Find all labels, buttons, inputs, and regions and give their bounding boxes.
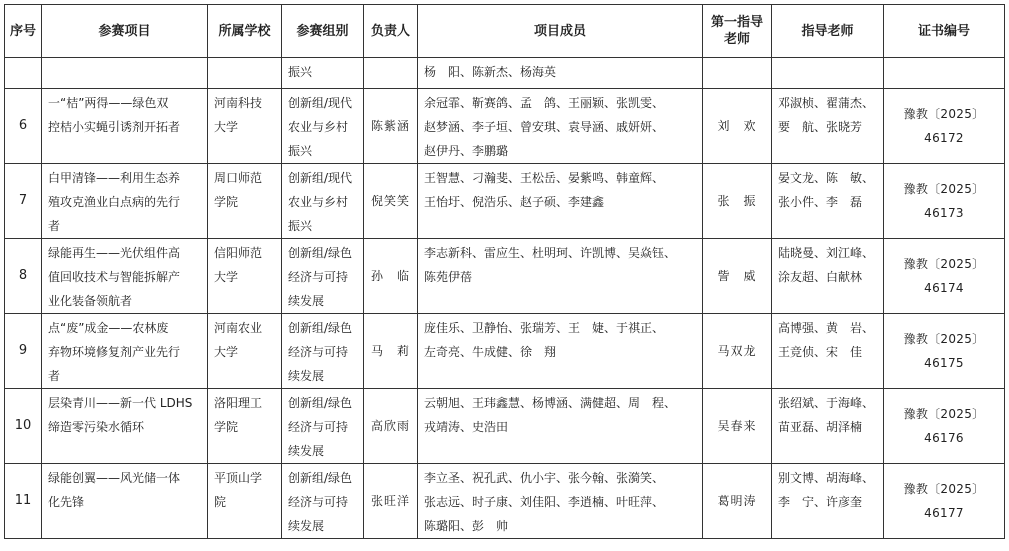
cell-index	[5, 58, 42, 89]
cell-index: 10	[5, 389, 42, 464]
cell-project-line: 者	[48, 369, 61, 383]
cell-members-line: 庞佳乐、卫静怡、张瑞芳、王 婕、于祺正、	[424, 321, 665, 335]
cell-category	[282, 464, 364, 539]
cell-project-line: 一“桔”两得——绿色双	[48, 96, 169, 110]
cell-first-advisor: 刘 欢	[703, 89, 772, 164]
header-school: 所属学校	[208, 5, 282, 58]
cell-members-line: 王怡圩、倪浩乐、赵子硕、李建鑫	[424, 195, 605, 209]
cell-category-line: 经济与可持	[288, 495, 349, 509]
header-lead: 负责人	[364, 5, 418, 58]
cell-members	[418, 314, 703, 389]
cell-school-line: 洛阳理工	[214, 396, 263, 410]
cell-members-line: 李志新科、雷应生、杜明珂、许凯博、吴焱钰、	[424, 246, 677, 260]
cell-advisors-line: 高博强、黄 岩、	[778, 321, 875, 335]
table-row	[5, 239, 1005, 314]
header-first-advisor-line: 老师	[723, 32, 750, 47]
cell-members	[418, 389, 703, 464]
cell-advisors-line: 李 宁、许彦奎	[778, 495, 863, 509]
cell-school-line: 大学	[214, 120, 239, 134]
cell-project-line: 白甲清锋——利用生态养	[48, 171, 181, 185]
cell-category-line: 续发展	[288, 519, 325, 533]
cell-project	[42, 164, 208, 239]
cell-category-line: 创新组/绿色	[288, 396, 353, 410]
cell-lead: 倪笑笑	[364, 164, 418, 239]
cell-advisors-line: 晏文龙、陈 敏、	[778, 171, 875, 185]
cell-advisors	[772, 89, 884, 164]
cell-category-line: 振兴	[288, 219, 313, 233]
table-header	[5, 5, 1005, 58]
cell-school-line: 信阳师范	[214, 246, 263, 260]
cell-project-line: 业化装备领航者	[48, 294, 133, 308]
cell-first-advisor	[703, 58, 772, 89]
cell-first-advisor: 葛明涛	[703, 464, 772, 539]
header-advisors: 指导老师	[772, 5, 884, 58]
cell-advisors-line: 陆晓曼、刘江峰、	[778, 246, 875, 260]
cell-first-advisor: 马双龙	[703, 314, 772, 389]
cell-category	[282, 389, 364, 464]
cell-advisors-line: 苗亚磊、胡泽楠	[778, 420, 863, 434]
cell-school	[208, 239, 282, 314]
cell-school	[208, 464, 282, 539]
cell-advisors	[772, 164, 884, 239]
cell-category	[282, 239, 364, 314]
cell-category-line: 振兴	[288, 144, 313, 158]
cell-members-line: 左奇亮、牛成健、徐 翔	[424, 345, 557, 359]
cell-category	[282, 164, 364, 239]
cell-members-line: 张志远、时子康、刘佳阳、李逍楠、叶旺萍、	[424, 495, 665, 509]
table-row	[5, 164, 1005, 239]
cell-first-advisor: 訾 威	[703, 239, 772, 314]
cell-school-line: 大学	[214, 345, 239, 359]
cell-advisors-line: 张绍斌、于海峰、	[778, 396, 875, 410]
cell-members-line: 余冠霏、靳赛鸽、孟 鸽、王丽颖、张凯雯、	[424, 96, 665, 110]
cell-school-line: 学院	[214, 420, 239, 434]
cell-index: 8	[5, 239, 42, 314]
cell-project-line: 绿能再生——光伏组件高	[48, 246, 181, 260]
cell-members-line: 赵梦涵、李子垣、曾安琪、袁导涵、戚妍妍、	[424, 120, 665, 134]
cell-lead: 张旺洋	[364, 464, 418, 539]
cell-school-line: 平顶山学	[214, 471, 263, 485]
cell-school	[208, 89, 282, 164]
cell-category-line: 经济与可持	[288, 270, 349, 284]
cell-index: 7	[5, 164, 42, 239]
cell-school	[208, 314, 282, 389]
cell-category	[282, 314, 364, 389]
cell-members-line: 赵伊丹、李鹏璐	[424, 144, 509, 158]
cell-project-line: 缔造零污染水循环	[48, 420, 145, 434]
cell-certificate: 豫教〔2025〕46176	[884, 389, 1005, 464]
cell-school-line: 周口师范	[214, 171, 263, 185]
cell-school-line: 河南科技	[214, 96, 263, 110]
cell-members-line: 陈璐阳、彭 帅	[424, 519, 509, 533]
cell-category-line: 创新组/绿色	[288, 321, 353, 335]
header-certificate: 证书编号	[884, 5, 1005, 58]
cell-category-line: 经济与可持	[288, 420, 349, 434]
cell-certificate: 豫教〔2025〕46175	[884, 314, 1005, 389]
cell-advisors-line: 涂友超、白献林	[778, 270, 863, 284]
cell-school-line: 大学	[214, 270, 239, 284]
cell-first-advisor: 张 振	[703, 164, 772, 239]
cell-members-line: 戎靖涛、史浩田	[424, 420, 509, 434]
cell-school	[208, 58, 282, 89]
cell-lead: 马 莉	[364, 314, 418, 389]
header-row	[5, 5, 1005, 58]
cell-advisors-line: 别文博、胡海峰、	[778, 471, 875, 485]
table-body	[5, 58, 1005, 539]
cell-project	[42, 89, 208, 164]
table-row	[5, 89, 1005, 164]
cell-category-line: 创新组/绿色	[288, 246, 353, 260]
cell-members	[418, 89, 703, 164]
cell-advisors-line: 邓淑桢、翟蒲杰、	[778, 96, 875, 110]
cell-index: 6	[5, 89, 42, 164]
header-category: 参赛组别	[282, 5, 364, 58]
cell-advisors-line: 张小件、李 磊	[778, 195, 863, 209]
cell-certificate: 豫教〔2025〕46177	[884, 464, 1005, 539]
header-members: 项目成员	[418, 5, 703, 58]
cell-category: 振兴	[282, 58, 364, 89]
cell-school-line: 学院	[214, 195, 239, 209]
cell-project	[42, 464, 208, 539]
cell-project-line: 绿能创翼——风光储一体	[48, 471, 181, 485]
cell-category-line: 创新组/现代	[288, 96, 353, 110]
cell-members	[418, 239, 703, 314]
cell-project-line: 化先锋	[48, 495, 85, 509]
table-row	[5, 314, 1005, 389]
cell-project	[42, 389, 208, 464]
cell-certificate: 豫教〔2025〕46174	[884, 239, 1005, 314]
cell-project	[42, 314, 208, 389]
cell-project-line: 殖攻克渔业白点病的先行	[48, 195, 181, 209]
cell-certificate: 豫教〔2025〕46173	[884, 164, 1005, 239]
cell-lead: 孙 临	[364, 239, 418, 314]
cell-project-line: 者	[48, 219, 61, 233]
cell-members: 杨 阳、陈新杰、杨海英	[418, 58, 703, 89]
cell-advisors-line: 王竞侦、宋 佳	[778, 345, 863, 359]
table-row	[5, 389, 1005, 464]
cell-members-line: 陈苑伊蓓	[424, 270, 473, 284]
cell-members-line: 云朝旭、王玮鑫慧、杨博涵、满健超、周 程、	[424, 396, 677, 410]
header-first-advisor-line: 第一指导	[710, 15, 763, 30]
cell-project-line: 控桔小实蝇引诱剂开拓者	[48, 120, 181, 134]
cell-advisors	[772, 58, 884, 89]
cell-members	[418, 164, 703, 239]
cell-lead: 高欣雨	[364, 389, 418, 464]
cell-category	[282, 89, 364, 164]
continuation-row	[5, 58, 1005, 89]
cell-advisors	[772, 314, 884, 389]
cell-members	[418, 464, 703, 539]
cell-certificate: 豫教〔2025〕46172	[884, 89, 1005, 164]
cell-members-line: 李立圣、祝孔武、仇小宇、张今翰、张漪笑、	[424, 471, 665, 485]
cell-category-line: 创新组/现代	[288, 171, 353, 185]
cell-school	[208, 389, 282, 464]
award-list-document	[4, 4, 1004, 539]
cell-school-line: 河南农业	[214, 321, 263, 335]
table-row	[5, 464, 1005, 539]
cell-lead: 陈紫涵	[364, 89, 418, 164]
award-table	[4, 4, 1005, 539]
cell-first-advisor: 吴春来	[703, 389, 772, 464]
cell-index: 9	[5, 314, 42, 389]
header-project: 参赛项目	[42, 5, 208, 58]
cell-project	[42, 239, 208, 314]
cell-category-line: 续发展	[288, 294, 325, 308]
header-first-advisor	[703, 5, 772, 58]
cell-lead	[364, 58, 418, 89]
header-index: 序号	[5, 5, 42, 58]
cell-category-line: 创新组/绿色	[288, 471, 353, 485]
cell-project-line: 点“废”成金——农林废	[48, 321, 169, 335]
cell-category-line: 续发展	[288, 444, 325, 458]
cell-advisors	[772, 239, 884, 314]
cell-project	[42, 58, 208, 89]
cell-category-line: 续发展	[288, 369, 325, 383]
cell-category-line: 经济与可持	[288, 345, 349, 359]
cell-category-line: 农业与乡村	[288, 195, 349, 209]
cell-project-line: 值回收技术与智能拆解产	[48, 270, 181, 284]
cell-certificate	[884, 58, 1005, 89]
cell-index: 11	[5, 464, 42, 539]
cell-project-line: 层染青川——新一代 LDHS	[48, 396, 193, 410]
cell-members-line: 王智慧、刁瀚斐、王松岳、晏紫鸣、韩童辉、	[424, 171, 665, 185]
cell-project-line: 弃物环境修复剂产业先行	[48, 345, 181, 359]
cell-advisors	[772, 389, 884, 464]
cell-advisors	[772, 464, 884, 539]
cell-school-line: 院	[214, 495, 227, 509]
cell-school	[208, 164, 282, 239]
cell-advisors-line: 要 航、张晓芳	[778, 120, 863, 134]
cell-category-line: 农业与乡村	[288, 120, 349, 134]
